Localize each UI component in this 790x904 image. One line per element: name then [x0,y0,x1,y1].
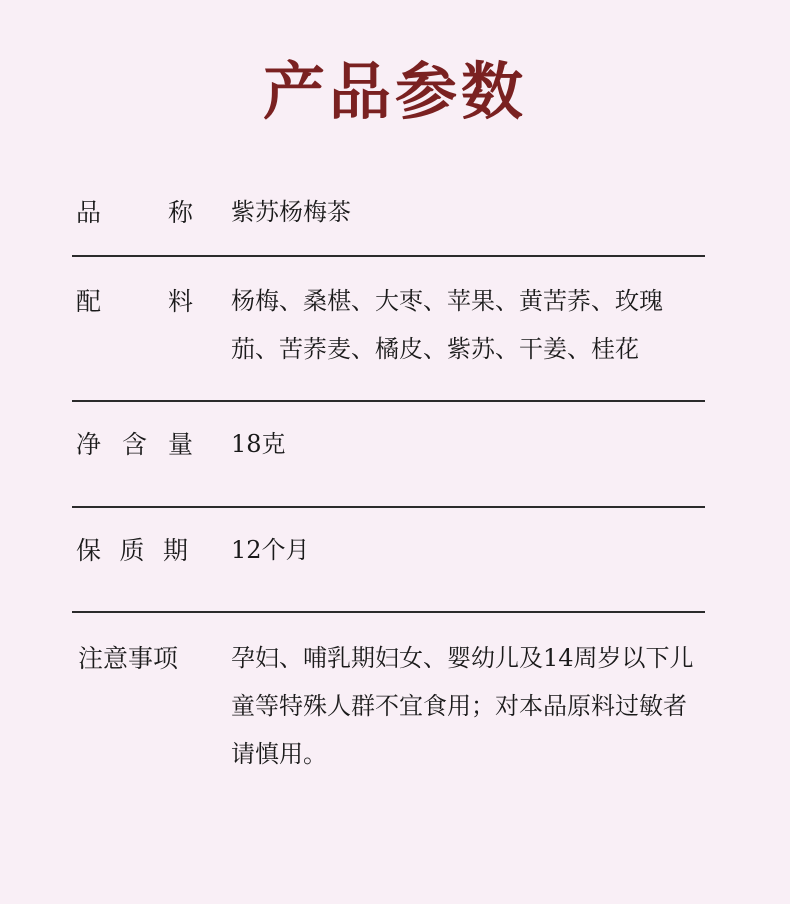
label-char: 料 [167,287,193,316]
param-row-name [72,188,705,238]
label-char: 配 [76,287,102,316]
param-value: 18克 [231,430,286,458]
label-char: 量 [167,430,193,459]
label-char: 期 [162,536,188,565]
label-char: 品 [76,198,102,227]
divider [72,611,705,613]
param-row-precautions [72,634,705,784]
divider [72,400,705,402]
param-label [76,420,193,470]
param-row-ingredients [72,277,705,373]
page-title: 产品参数 [262,55,527,128]
param-value: 杨梅、桑椹、大枣、苹果、黄苦荞、玫瑰茄、苦荞麦、橘皮、紫苏、干姜、桂花 [231,287,663,363]
label-char: 质 [119,536,145,565]
param-label [76,277,193,327]
param-value: 紫苏杨梅茶 [231,198,351,226]
label-char: 称 [167,198,193,227]
param-value: 12个月 [231,536,310,564]
param-row-shelf-life [72,526,705,576]
label-char: 含 [121,430,147,459]
divider [72,506,705,508]
divider [72,255,705,257]
param-label [76,526,188,576]
param-row-net-weight [72,420,705,470]
param-label: 注意事项 [78,644,179,673]
param-label [76,188,193,238]
param-value: 孕妇、哺乳期妇女、婴幼儿及14周岁以下儿童等特殊人群不宜食用；对本品原料过敏者请慎用。 [231,644,694,768]
label-char: 保 [76,536,102,565]
label-char: 净 [76,430,102,459]
